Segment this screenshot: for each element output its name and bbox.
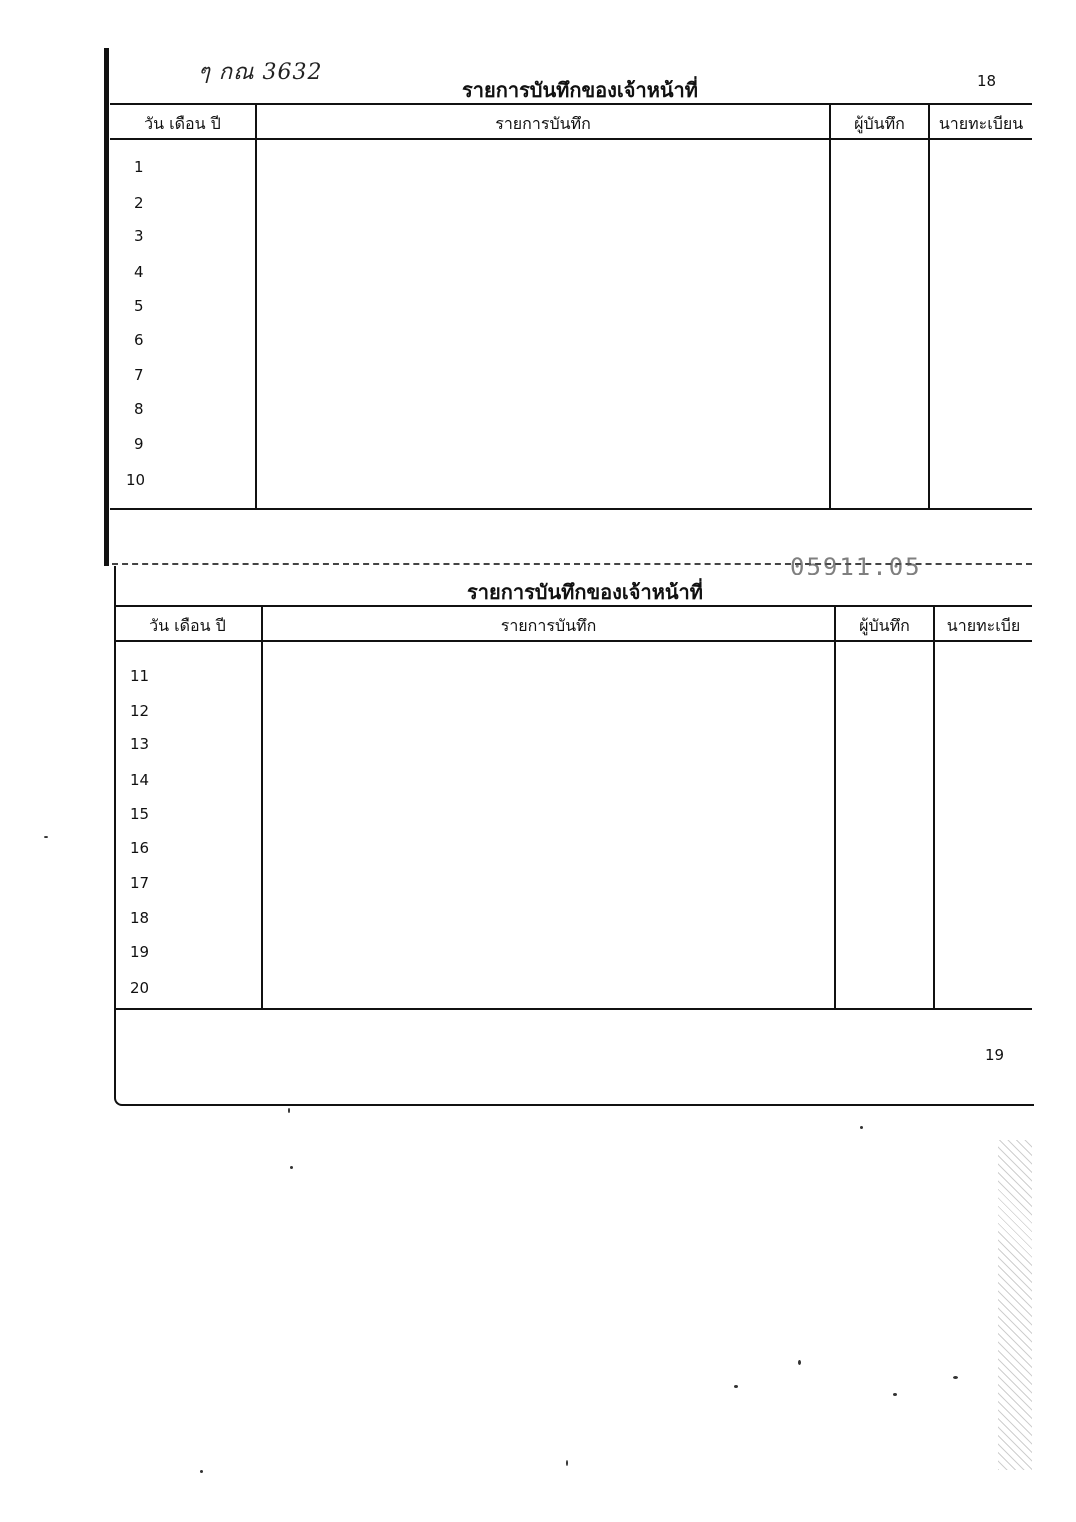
page-number-bottom: 19 xyxy=(985,1046,1005,1064)
upper-header-recorder: ผู้บันทึก xyxy=(854,114,905,133)
lower-row-number: 19 xyxy=(130,943,150,961)
left-binding-edge xyxy=(104,48,109,566)
upper-row-number: 5 xyxy=(134,297,144,315)
lower-row-number: 15 xyxy=(130,805,150,823)
lower-row-number: 13 xyxy=(130,735,150,753)
lower-table-bottom-rule xyxy=(114,1008,1032,1010)
lower-header-date: วัน เดือน ปี xyxy=(149,616,226,635)
upper-row-number: 2 xyxy=(134,194,144,212)
lower-row-number: 12 xyxy=(130,702,150,720)
upper-col-divider-1 xyxy=(255,103,257,508)
lower-col-divider-2 xyxy=(834,605,836,1008)
upper-table-bottom-rule xyxy=(110,508,1032,510)
upper-col-divider-2 xyxy=(829,103,831,508)
lower-header-registrar: นายทะเบีย xyxy=(946,616,1021,635)
lower-row-number: 17 xyxy=(130,874,150,892)
lower-table-header-rule xyxy=(114,640,1032,642)
upper-row-number: 7 xyxy=(134,366,144,384)
upper-row-number: 3 xyxy=(134,227,144,245)
number-stamp: 05911.05 xyxy=(790,553,922,575)
lower-sheet-bottom-edge xyxy=(114,1088,1034,1106)
lower-row-number: 14 xyxy=(130,771,150,789)
lower-header-entry: รายการบันทึก xyxy=(500,616,597,635)
upper-row-number: 9 xyxy=(134,435,144,453)
upper-table-header-rule xyxy=(110,138,1032,140)
lower-col-divider-3 xyxy=(933,605,935,1008)
upper-header-registrar: นายทะเบียน xyxy=(938,114,1024,133)
upper-row-number: 4 xyxy=(134,263,144,281)
lower-row-number: 16 xyxy=(130,839,150,857)
handwritten-note: ๆ กณ 3632 xyxy=(198,60,323,85)
lower-header-recorder: ผู้บันทึก xyxy=(859,616,910,635)
upper-row-number: 10 xyxy=(126,471,146,489)
lower-row-number: 20 xyxy=(130,979,150,997)
lower-col-divider-1 xyxy=(261,605,263,1008)
upper-row-number: 6 xyxy=(134,331,144,349)
upper-header-date: วัน เดือน ปี xyxy=(144,114,221,133)
lower-row-number: 18 xyxy=(130,909,150,927)
upper-table-top-rule xyxy=(110,103,1032,105)
upper-row-number: 1 xyxy=(134,158,144,176)
lower-sheet-left-edge xyxy=(114,566,116,1098)
upper-col-divider-3 xyxy=(928,103,930,508)
upper-table-title: รายการบันทึกของเจ้าหน้าที่ xyxy=(462,78,698,102)
lower-table-top-rule xyxy=(114,605,1032,607)
lower-table-title: รายการบันทึกของเจ้าหน้าที่ xyxy=(467,580,703,604)
upper-row-number: 8 xyxy=(134,400,144,418)
page-number-top: 18 xyxy=(977,72,997,90)
upper-header-entry: รายการบันทึก xyxy=(495,114,591,133)
lower-row-number: 11 xyxy=(130,667,150,685)
